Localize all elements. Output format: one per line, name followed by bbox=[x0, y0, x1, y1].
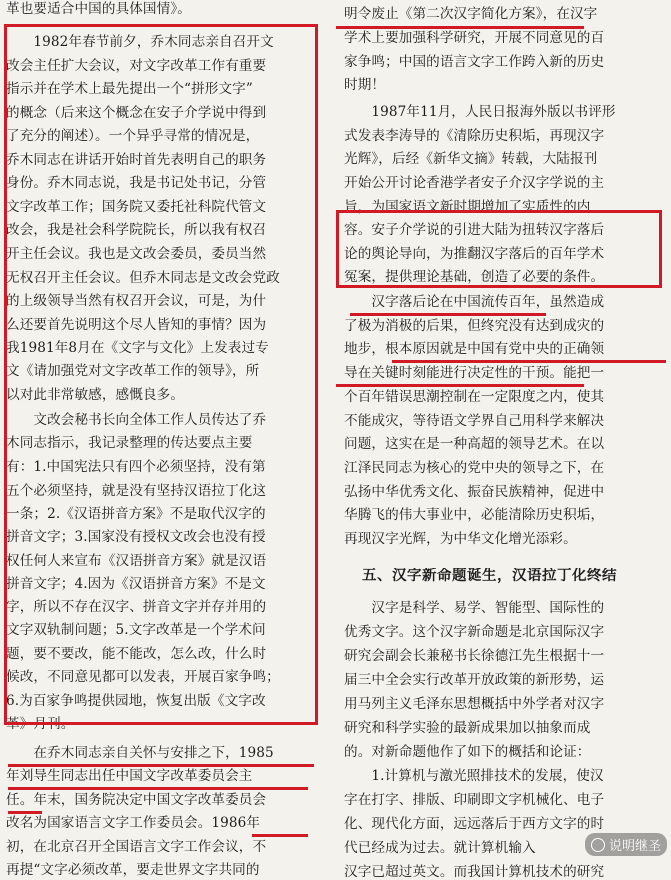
text-line: 乔木同志在讲话开始时首先表明自己的职务 bbox=[6, 152, 267, 168]
text-line: 学术上要加强科学研究，开展不同意见的百 bbox=[344, 30, 605, 46]
text-line: 再提“文字必须改革，要走世界文字共同的 bbox=[6, 862, 260, 878]
text-line: 弘扬中华优秀文化、振奋民族精神，促进中 bbox=[344, 484, 605, 500]
text-line: 以对此非常敏感，感慨良多。 bbox=[6, 387, 185, 403]
text-line: 革也要适合中国的具体国情》。 bbox=[6, 1, 191, 17]
text-line: 年刘导生同志出任中国文字改革委员会主 bbox=[6, 768, 253, 784]
text-line: 了充分的阐述）。一个异乎寻常的情况是， bbox=[6, 128, 260, 144]
text-line: 旨，为国家语文新时期增加了实质性的内 bbox=[344, 199, 591, 215]
text-line: 用马列主义毛泽东思想概括中外学者对汉字 bbox=[344, 696, 605, 712]
underline-mark bbox=[8, 787, 308, 790]
text-line: 在乔木同志亲自关怀与安排之下，1985 bbox=[6, 745, 274, 761]
text-line: 候改，不同意见都可以发表，开展百家争鸣； bbox=[6, 669, 280, 685]
text-line: 汉字已超过英文。而我国计算机技术的研究 bbox=[344, 864, 605, 880]
text-line: 有：1.中国宪法只有四个必须坚持，没有第 bbox=[6, 459, 266, 475]
text-line: 化、现代化方面，远远落后于西方文字的时 bbox=[344, 816, 605, 832]
text-line: 汉字落后论在中国流传百年，虽然造成 bbox=[344, 294, 605, 310]
text-line: 届三中全会实行改革开放政策的新形势，运 bbox=[344, 672, 605, 688]
underline-mark bbox=[8, 811, 42, 814]
text-line: 代已经成为过去。就计算机输入 bbox=[344, 840, 536, 856]
text-line: 的上级领导当然有权召开会议，可是，为什 bbox=[6, 293, 267, 309]
text-line: 6.为百家争鸣提供园地，恢复出版《文字改 bbox=[6, 693, 266, 709]
text-line: 革》月刊。 bbox=[6, 716, 75, 732]
text-line: 任。年末，国务院决定中国文字改革委员会 bbox=[6, 792, 267, 808]
underline-mark bbox=[336, 384, 584, 387]
text-line: 么还要首先说明这个尽人皆知的事情？因为 bbox=[6, 317, 267, 333]
text-line: 指示并在学术上最先提出一个“拼形文字” bbox=[6, 81, 253, 97]
text-line: 五个必须坚持，就是没有坚持汉语拉丁化这 bbox=[6, 483, 267, 499]
highlight-box-right bbox=[336, 210, 662, 288]
text-line: 光辉》，后经《新华文摘》转载，大陆报刊 bbox=[344, 151, 598, 167]
text-line: 江泽民同志为核心的党中央的领导之下，在 bbox=[344, 460, 605, 476]
wechat-icon bbox=[591, 838, 605, 852]
text-line: 拼音文字；4.因为《汉语拼音方案》不是文 bbox=[6, 576, 266, 592]
text-line: 木同志指示，我记录整理的传达要点主要 bbox=[6, 435, 253, 451]
underline-mark bbox=[350, 313, 546, 316]
text-line: 字在打字、排版、印刷即文字机械化、电子 bbox=[344, 792, 605, 808]
underline-mark bbox=[8, 764, 314, 767]
text-line: 文字双轨制问题；5.文字改革是一个学术问 bbox=[6, 622, 266, 638]
text-line: 不能成灾，等待语文学界自己用科学来解决 bbox=[344, 413, 605, 429]
text-line: 再现汉字光辉，为中华文化增光添彩。 bbox=[344, 531, 577, 547]
text-line: 改名为国家语言文字工作委员会。1986年 bbox=[6, 815, 261, 831]
text-line: 研究会副会长兼秘书长徐德江先生根据十一 bbox=[344, 648, 605, 664]
text-line: 了极为消极的后果，但终究没有达到成灾的 bbox=[344, 318, 605, 334]
text-line: 1987年11月，人民日报海外版以书评形 bbox=[344, 104, 616, 120]
text-line: 优秀文字。这个汉字新命题是北京国际汉字 bbox=[344, 624, 605, 640]
underline-mark bbox=[252, 834, 308, 837]
highlight-box-left bbox=[4, 24, 318, 725]
text-line: 的。对新命题他作了如下的概括和论证： bbox=[344, 744, 591, 760]
text-line: 文字改革工作；国务院又委托社科院代管文 bbox=[6, 199, 267, 215]
text-line: 题，要不要改，能不能改，怎么改，什么时 bbox=[6, 646, 267, 662]
text-line: 字，所以不存在汉字、拼音文字并存并用的 bbox=[6, 599, 267, 615]
text-line: 汉字是科学、易学、智能型、国际性的 bbox=[344, 600, 605, 616]
text-line: 1.计算机与激光照排技术的发展，使汉 bbox=[344, 768, 604, 784]
text-line: 无权召开主任会议。但乔木同志是文改会党政 bbox=[6, 270, 280, 286]
underline-mark bbox=[336, 26, 584, 29]
text-line: 初，在北京召开全国语言文字工作会议，不 bbox=[6, 839, 267, 855]
text-line: 权任何人来宣布《汉语拼音方案》就是汉语 bbox=[6, 553, 267, 569]
text-line: 个百年错误思潮控制在一定限度之内，使其 bbox=[344, 389, 605, 405]
text-line: 文《请加强党对文字改革工作的领导》，所 bbox=[6, 363, 260, 379]
text-line: 我1981年8月在《文字与文化》上发表过专 bbox=[6, 340, 269, 356]
text-line: 开主任会议。我也是文改会委员，委员当然 bbox=[6, 246, 267, 262]
text-line: 地步，根本原因就是中国有党中央的正确领 bbox=[344, 341, 605, 357]
text-line: 时期！ bbox=[344, 77, 386, 93]
text-line: 的概念（后来这个概念在安子介学说中得到 bbox=[6, 105, 267, 121]
text-line: 研究和科学实验的最新成果加以抽象而成 bbox=[344, 720, 591, 736]
text-line: 一条；2.《汉语拼音方案》不是取代汉字的 bbox=[6, 506, 266, 522]
text-line: 导在关键时刻能进行决定性的干预。能把一 bbox=[344, 365, 605, 381]
text-line: 改会主任扩大会议，对文字改革工作有重要 bbox=[6, 58, 267, 74]
watermark bbox=[585, 833, 667, 856]
text-line: 家争鸣；中国的语言文字工作跨入新的历史 bbox=[344, 54, 605, 70]
text-line: 式发表李涛导的《清除历史积垢，再现汉字 bbox=[344, 128, 605, 144]
text-line: 身份。乔木同志说，我是书记处书记，分管 bbox=[6, 175, 267, 191]
text-line: 文改会秘书长向全体工作人员传达了乔 bbox=[6, 412, 267, 428]
section-heading: 五、汉字新命题诞生，汉语拉丁化终结 bbox=[362, 568, 617, 584]
text-line: 冤案，提供理论基础，创造了必要的条件。 bbox=[344, 269, 605, 285]
underline-mark bbox=[392, 360, 666, 363]
text-line: 1982年春节前夕，乔木同志亲自召开文 bbox=[6, 34, 274, 50]
watermark-text: 说明继圣 bbox=[608, 839, 661, 854]
text-line: 拼音文字；3.国家没有授权文改会也没有授 bbox=[6, 529, 266, 545]
text-line: 华腾飞的伟大事业中，必能清除历史积垢， bbox=[344, 507, 605, 523]
text-line: 开始公开讨论香港学者安子介汉字学说的主 bbox=[344, 175, 605, 191]
text-line: 论的舆论导向，为推翻汉字落后的百年学术 bbox=[344, 246, 605, 262]
text-line: 容。安子介学说的引进大陆为扭转汉字落后 bbox=[344, 222, 605, 238]
text-line: 问题，这实在是一种高超的领导艺术。在以 bbox=[344, 436, 605, 452]
text-line: 改会，我是社会科学院院长，所以我有权召 bbox=[6, 222, 267, 238]
text-line: 明令废止《第二次汉字简化方案》，在汉字 bbox=[344, 6, 598, 22]
